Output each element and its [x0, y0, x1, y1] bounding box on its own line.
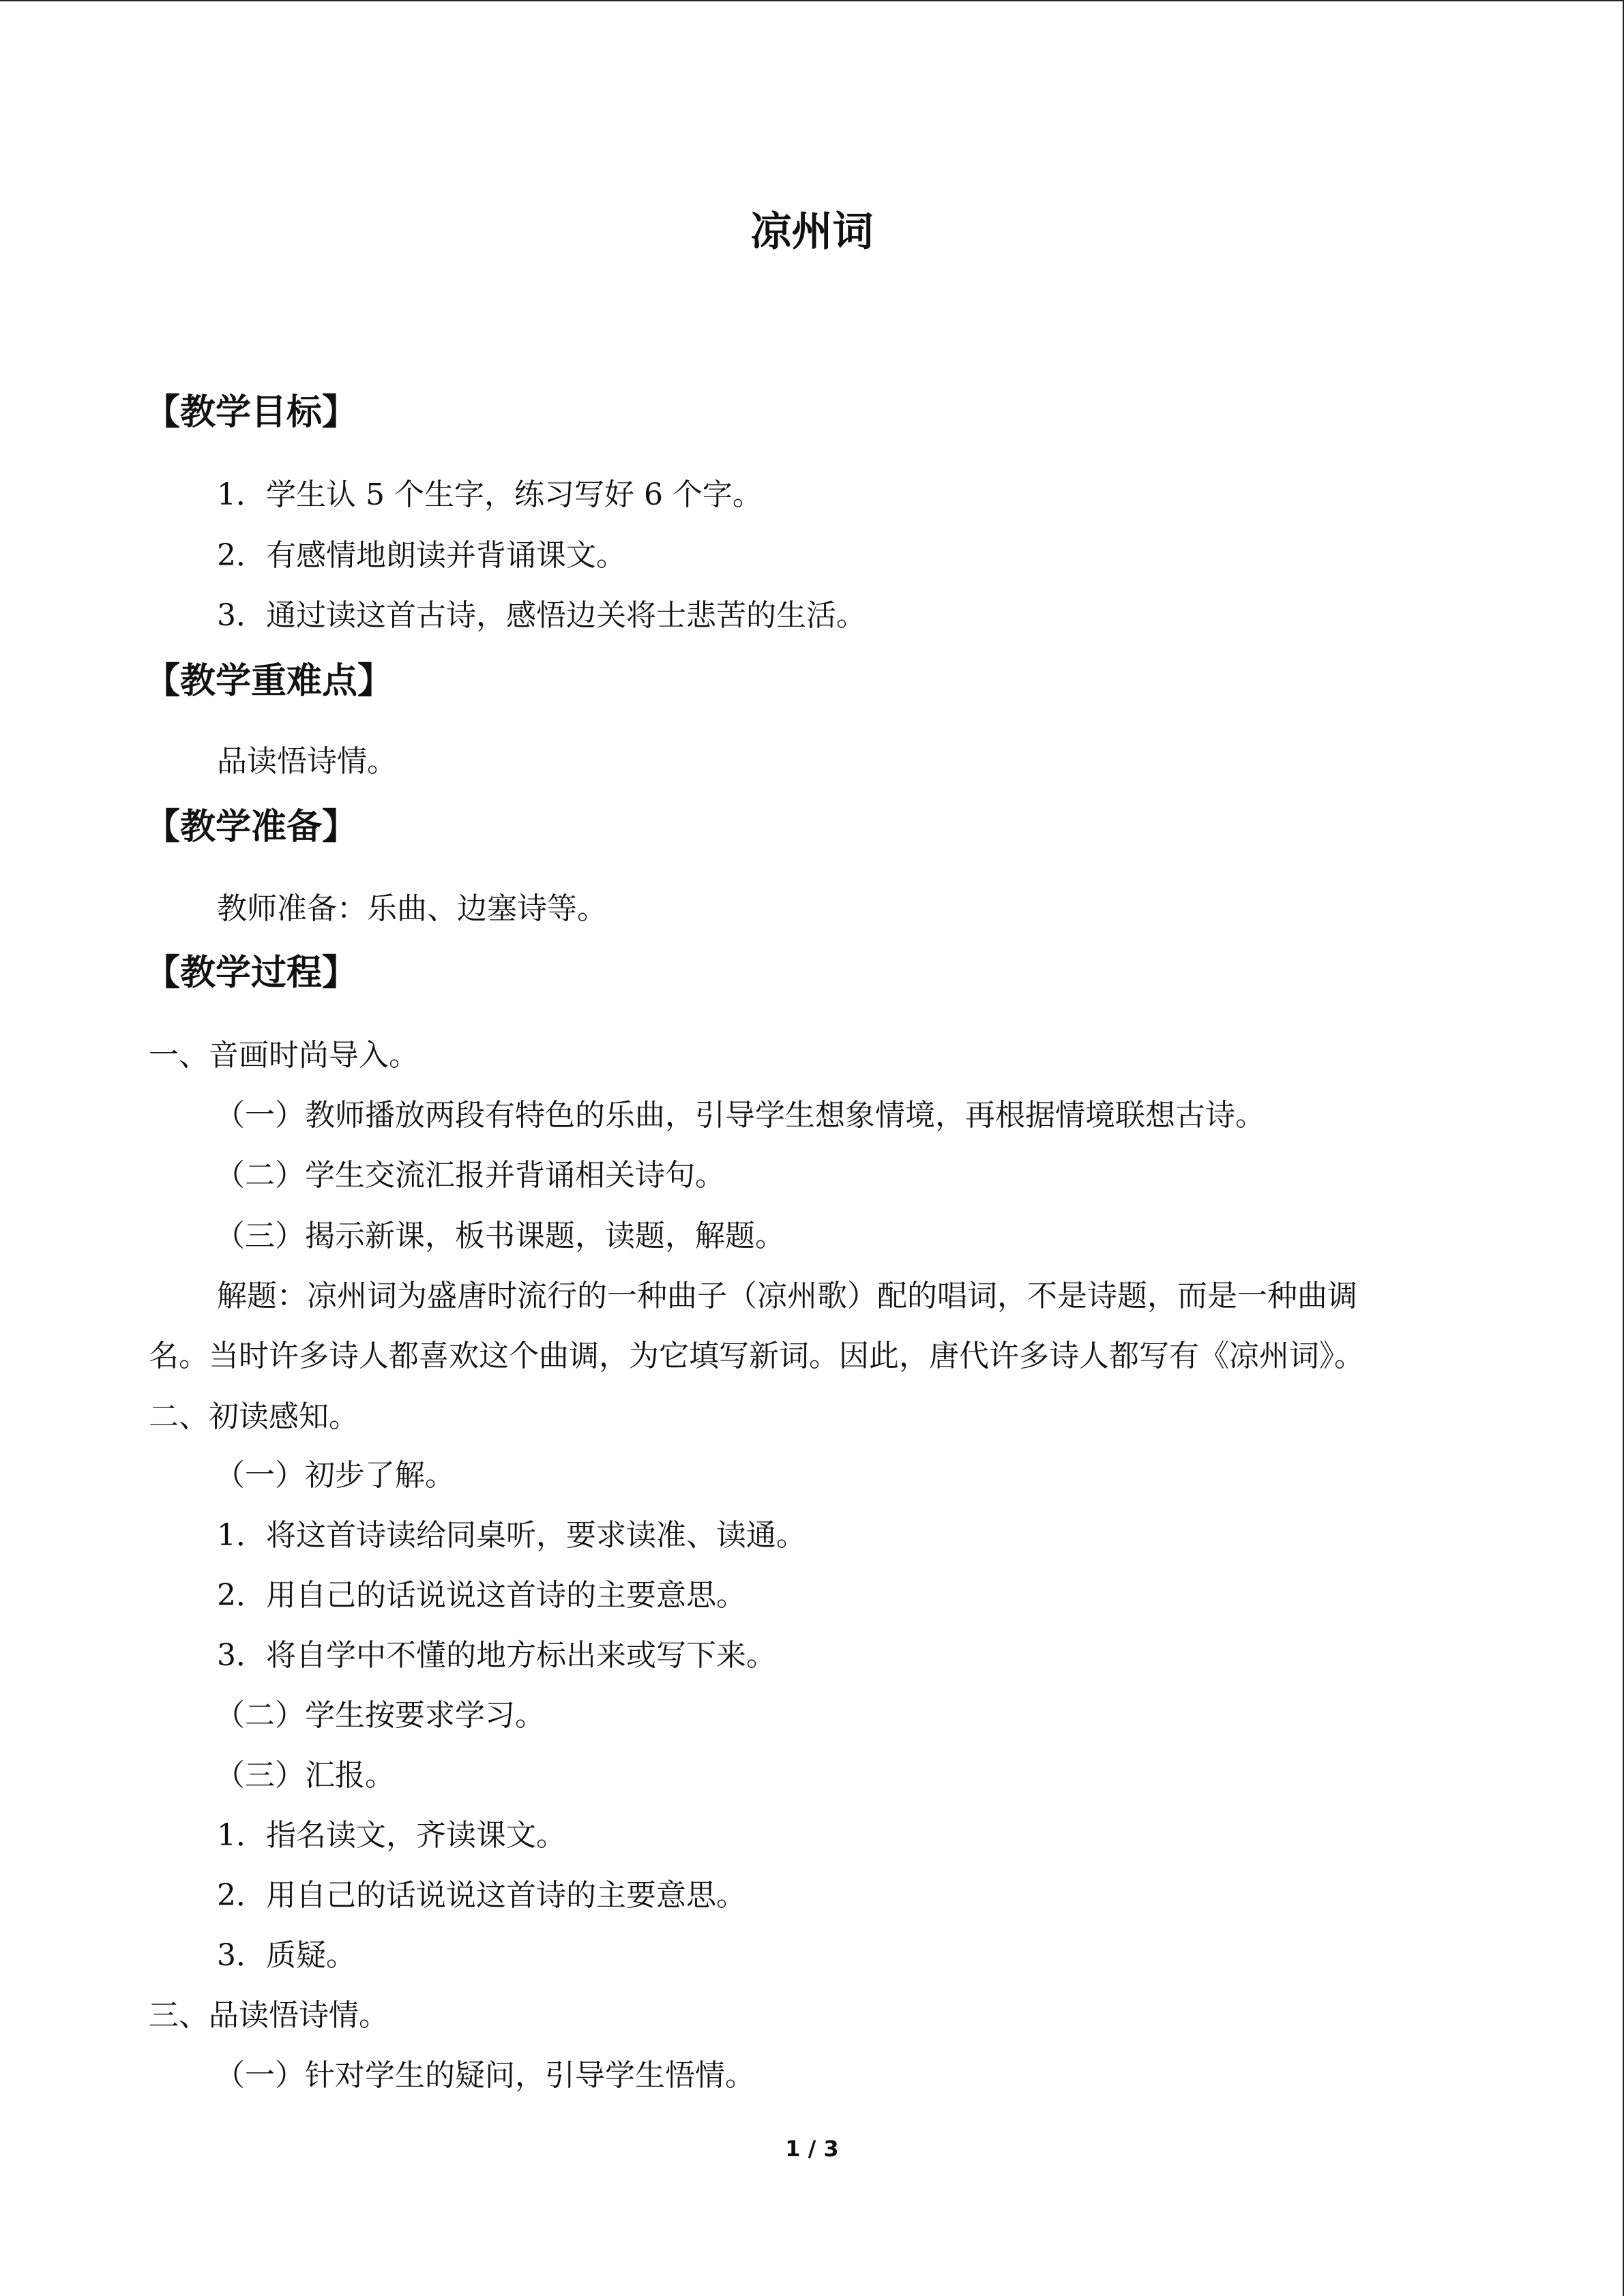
process-line: （二）学生按要求学习。 — [215, 1698, 545, 1733]
objective-item: 2．有感情地朗读并背诵课文。 — [217, 538, 626, 573]
process-step-heading: 三、品读悟诗情。 — [149, 1998, 389, 2033]
objective-item: 1．学生认 5 个生字，练习写好 6 个字。 — [217, 477, 763, 512]
page-number: 1 / 3 — [785, 2136, 839, 2162]
process-line: （二）学生交流汇报并背诵相关诗句。 — [215, 1158, 725, 1193]
process-line: （三）汇报。 — [215, 1758, 395, 1793]
process-line: （一）初步了解。 — [215, 1458, 455, 1493]
section-heading-preparation: 【教学准备】 — [145, 807, 358, 848]
process-line: 解题：凉州词为盛唐时流行的一种曲子（凉州歌）配的唱词，不是诗题，而是一种曲调 — [217, 1279, 1357, 1313]
process-line: 名。当时许多诗人都喜欢这个曲调，为它填写新词。因此，唐代许多诗人都写有《凉州词》。 — [149, 1339, 1364, 1373]
process-line: 1．指名读文，齐读课文。 — [217, 1818, 566, 1853]
process-line: 2．用自己的话说说这首诗的主要意思。 — [217, 1878, 746, 1913]
process-line: 2．用自己的话说说这首诗的主要意思。 — [217, 1578, 746, 1613]
process-line: 3．将自学中不懂的地方标出来或写下来。 — [217, 1638, 776, 1673]
document-title: 凉州词 — [750, 208, 874, 256]
process-line: 1．将这首诗读给同桌听，要求读准、读通。 — [217, 1518, 806, 1553]
preparation-item: 教师准备：乐曲、边塞诗等。 — [217, 891, 607, 926]
process-line: （三）揭示新课，板书课题，读题，解题。 — [215, 1219, 785, 1253]
process-step-heading: 二、初读感知。 — [149, 1399, 359, 1434]
process-step-heading: 一、音画时尚导入。 — [149, 1038, 419, 1073]
section-heading-key-points: 【教学重难点】 — [145, 661, 394, 702]
key-point-item: 品读悟诗情。 — [217, 744, 397, 779]
section-heading-process: 【教学过程】 — [145, 953, 358, 994]
process-line: （一）教师播放两段有特色的乐曲，引导学生想象情境，再根据情境联想古诗。 — [215, 1098, 1265, 1133]
process-line: （一）针对学生的疑问，引导学生悟情。 — [215, 2058, 755, 2093]
process-line: 3．质疑。 — [217, 1938, 356, 1973]
section-heading-objectives: 【教学目标】 — [145, 392, 358, 433]
objective-item: 3．通过读这首古诗，感悟边关将士悲苦的生活。 — [217, 598, 866, 633]
